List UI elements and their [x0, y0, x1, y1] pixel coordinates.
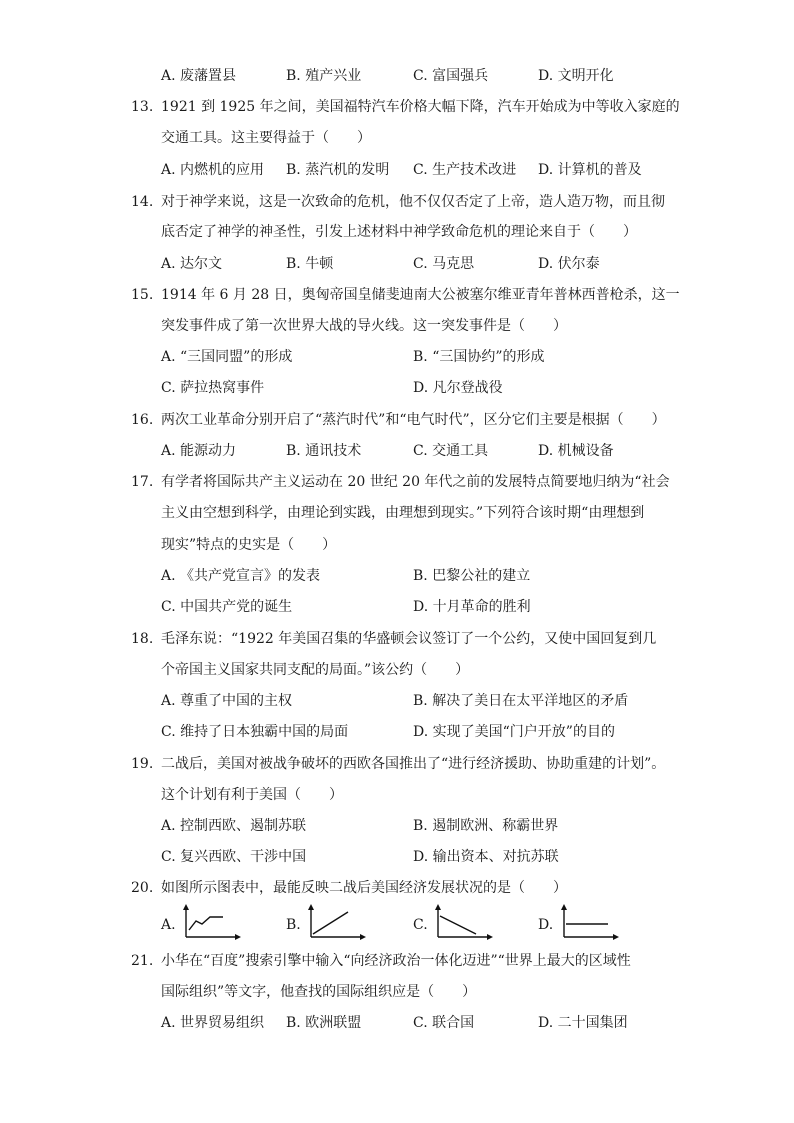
q21-stem-line-2: 国际组织”等文字，他查找的国际组织应是（ ） — [161, 984, 477, 1000]
q15-number: 15. — [131, 287, 154, 303]
q19-option-c: C. 复兴西欧、干涉中国 — [161, 849, 307, 865]
q16-option-d: D. 机械设备 — [538, 443, 614, 459]
q19-number: 19. — [131, 756, 154, 772]
q14-option-a: A. 达尔文 — [161, 256, 223, 272]
q21-option-c: C. 联合国 — [413, 1015, 475, 1031]
q20-option-c: C. — [413, 917, 428, 933]
q19-option-a: A. 控制西欧、遏制苏联 — [161, 818, 307, 834]
q19-option-d: D. 输出资本、对抗苏联 — [413, 849, 559, 865]
q17-option-a: A. 《共产党宣言》的发表 — [161, 568, 321, 584]
flat-graph-icon — [556, 904, 620, 940]
q13-stem-line-2: 交通工具。这主要得益于（ ） — [161, 130, 371, 146]
q21-option-b: B. 欧洲联盟 — [286, 1015, 362, 1031]
q14-option-b: B. 牛顿 — [286, 256, 334, 272]
q20-number: 20. — [131, 880, 154, 896]
steady-rise-graph-icon — [303, 904, 367, 940]
q13-option-b: B. 蒸汽机的发明 — [286, 162, 390, 178]
q21-number: 21. — [131, 953, 154, 969]
q13-number: 13. — [131, 99, 154, 115]
q19-option-b: B. 遏制欧洲、称霸世界 — [413, 818, 559, 834]
q15-option-a: A. “三国同盟”的形成 — [161, 349, 293, 365]
declining-graph-icon — [430, 904, 494, 940]
q21-option-d: D. 二十国集团 — [538, 1015, 628, 1031]
q13-option-d: D. 计算机的普及 — [538, 162, 642, 178]
rising-then-flat-graph-icon — [178, 904, 242, 940]
q20-option-d: D. — [538, 917, 554, 933]
q14-number: 14. — [131, 194, 154, 210]
q13-stem-line-1: 1921 到 1925 年之间，美国福特汽车价格大幅下降，汽车开始成为中等收入家庭的 — [161, 99, 680, 115]
q15-option-d: D. 凡尔登战役 — [413, 380, 503, 396]
q17-stem-line-2: 主义由空想到科学，由理论到实践，由理想到现实。”下列符合该时期“由理想到 — [161, 505, 645, 521]
q13-option-a: A. 内燃机的应用 — [161, 162, 265, 178]
q18-option-d: D. 实现了美国“门户开放”的目的 — [413, 724, 615, 740]
q18-stem-line-1: 毛泽东说：“1922 年美国召集的华盛顿会议签订了一个公约，又使中国回复到几 — [161, 631, 657, 647]
q13-option-c: C. 生产技术改进 — [413, 162, 517, 178]
q20-option-a: A. — [161, 917, 176, 933]
q19-stem-line-1: 二战后，美国对被战争破坏的西欧各国推出了“进行经济援助、协助重建的计划”。 — [161, 756, 666, 772]
q12-option-d: D. 文明开化 — [538, 68, 614, 84]
q16-number: 16. — [131, 412, 154, 428]
q20-stem-line-1: 如图所示图表中，最能反映二战后美国经济发展状况的是（ ） — [161, 880, 567, 896]
q17-option-c: C. 中国共产党的诞生 — [161, 599, 293, 615]
q18-stem-line-2: 个帝国主义国家共同支配的局面。”该公约（ ） — [161, 662, 470, 678]
q14-stem-line-1: 对于神学来说，这是一次致命的危机，他不仅仅否定了上帝，造人造万物，而且彻 — [161, 194, 665, 210]
q14-option-d: D. 伏尔泰 — [538, 256, 600, 272]
q16-stem-line-1: 两次工业革命分别开启了“蒸汽时代”和“电气时代”，区分它们主要是根据（ ） — [161, 412, 666, 428]
q15-option-b: B. “三国协约”的形成 — [413, 349, 545, 365]
q18-option-a: A. 尊重了中国的主权 — [161, 693, 293, 709]
q16-option-b: B. 通讯技术 — [286, 443, 362, 459]
q20-option-b: B. — [286, 917, 301, 933]
q17-stem-line-3: 现实”特点的史实是（ ） — [161, 537, 337, 553]
q16-option-a: A. 能源动力 — [161, 443, 237, 459]
q18-number: 18. — [131, 631, 154, 647]
q15-stem-line-2: 突发事件成了第一次世界大战的导火线。这一突发事件是（ ） — [161, 318, 567, 334]
q17-number: 17. — [131, 474, 154, 490]
q12-option-c: C. 富国强兵 — [413, 68, 489, 84]
q16-option-c: C. 交通工具 — [413, 443, 489, 459]
q12-option-b: B. 殖产兴业 — [286, 68, 362, 84]
q14-option-c: C. 马克思 — [413, 256, 475, 272]
q21-stem-line-1: 小华在“百度”搜索引擎中输入“向经济政治一体化迈进”“世界上最大的区域性 — [161, 953, 631, 969]
q12-option-a: A. 废藩置县 — [161, 68, 237, 84]
q18-option-b: B. 解决了美日在太平洋地区的矛盾 — [413, 693, 629, 709]
q17-option-b: B. 巴黎公社的建立 — [413, 568, 531, 584]
q17-stem-line-1: 有学者将国际共产主义运动在 20 世纪 20 年代之前的发展特点简要地归纳为“社会 — [161, 474, 670, 490]
q18-option-c: C. 维持了日本独霸中国的局面 — [161, 724, 349, 740]
q15-stem-line-1: 1914 年 6 月 28 日，奥匈帝国皇储斐迪南大公被塞尔维亚青年普林西普枪杀，这一 — [161, 287, 680, 303]
q21-option-a: A. 世界贸易组织 — [161, 1015, 265, 1031]
q19-stem-line-2: 这个计划有利于美国（ ） — [161, 787, 343, 803]
q17-option-d: D. 十月革命的胜利 — [413, 599, 531, 615]
q14-stem-line-2: 底否定了神学的神圣性，引发上述材料中神学致命危机的理论来自于（ ） — [161, 224, 637, 240]
q15-option-c: C. 萨拉热窝事件 — [161, 380, 265, 396]
